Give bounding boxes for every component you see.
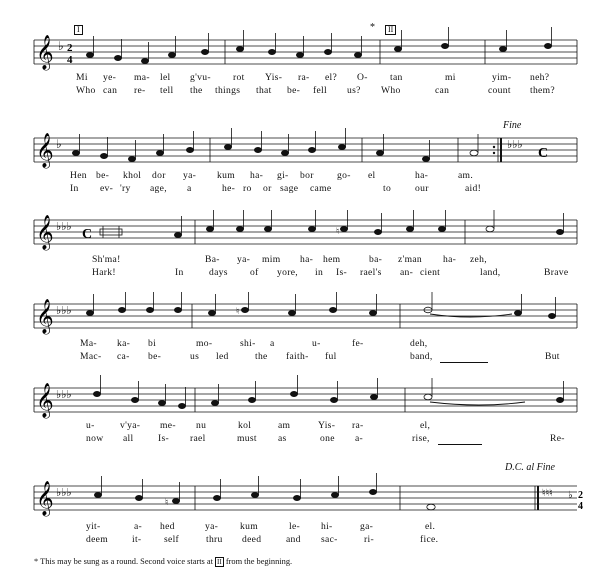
lyric-syllable: Hark! <box>92 267 116 278</box>
lyric-syllable: ha- <box>443 254 457 265</box>
lyric-syllable: yore, <box>277 267 298 278</box>
lyric-syllable: as <box>278 433 287 444</box>
lyric-syllable: or <box>263 183 272 194</box>
treble-clef-icon: 𝄞 <box>36 299 54 334</box>
lyric-syllable: mim <box>262 254 281 265</box>
lyric-syllable: tell <box>160 85 174 96</box>
lyric-syllable: now <box>86 433 104 444</box>
lyric-syllable: came <box>310 183 332 194</box>
lyric-syllable: be- <box>148 351 162 362</box>
lyric-syllable: am <box>278 420 291 431</box>
lyric-syllable: dor <box>152 170 166 181</box>
lyric-syllable: deh, <box>410 338 428 349</box>
svg-text:C: C <box>538 146 549 161</box>
lyric-syllable: hem <box>323 254 341 265</box>
lyric-syllable: and <box>286 534 301 545</box>
lyric-syllable: bi <box>148 338 157 349</box>
lyric-syllable: fell <box>313 85 327 96</box>
lyric-syllable: rot <box>233 72 245 83</box>
lyric-syllable: count <box>488 85 511 96</box>
lyric-syllable: nu <box>196 420 207 431</box>
lyric-syllable: deem <box>86 534 108 545</box>
dc-al-fine-marking: D.C. al Fine <box>505 462 555 473</box>
svg-text:2: 2 <box>67 42 73 54</box>
lyric-syllable: shi- <box>240 338 256 349</box>
lyric-syllable: lel <box>160 72 171 83</box>
treble-clef-icon: 𝄞 <box>36 215 54 250</box>
lyric-syllable: one <box>320 433 335 444</box>
lyric-syllable: re- <box>134 85 146 96</box>
lyric-syllable: Ba- <box>205 254 220 265</box>
svg-text:4: 4 <box>67 54 73 66</box>
lyric-syllable: go- <box>337 170 351 181</box>
lyric-syllable: aid! <box>465 183 482 194</box>
lyric-syllable: he- <box>222 183 236 194</box>
lyric-syllable: am. <box>458 170 474 181</box>
lyric-syllable: v'ya- <box>120 420 141 431</box>
lyric-syllable: us? <box>347 85 361 96</box>
treble-clef-icon: 𝄞 <box>36 133 54 168</box>
lyric-syllable: ra- <box>352 420 364 431</box>
lyric-syllable: a <box>187 183 192 194</box>
lyric-syllable: Yis- <box>265 72 283 83</box>
lyrics-english-1 <box>0 85 612 97</box>
lyric-syllable: khol <box>123 170 142 181</box>
music-system-5 <box>0 374 612 456</box>
svg-text:♭: ♭ <box>568 490 573 501</box>
svg-text:4: 4 <box>578 501 583 512</box>
lyrics-hebrew-6 <box>0 521 612 533</box>
music-system-2 <box>0 110 612 202</box>
svg-text:♭♭♭: ♭♭♭ <box>507 138 523 151</box>
lyric-syllable: hi- <box>321 521 333 532</box>
lyric-syllable: ya- <box>237 254 251 265</box>
lyric-syllable: age, <box>150 183 167 194</box>
lyrics-english-3 <box>0 267 612 279</box>
lyric-syllable: O- <box>357 72 368 83</box>
lyric-syllable: be- <box>96 170 110 181</box>
svg-text:♮: ♮ <box>336 227 340 237</box>
lyric-syllable: Who <box>76 85 96 96</box>
footnote-text-after: from the beginning. <box>225 557 293 566</box>
lyrics-hebrew-5 <box>0 420 612 432</box>
lyric-syllable: Is- <box>158 433 170 444</box>
lyric-syllable: ca- <box>117 351 130 362</box>
svg-text:♭♭♭: ♭♭♭ <box>56 304 72 317</box>
lyric-syllable: ba- <box>369 254 383 265</box>
lyrics-english-4 <box>0 351 612 363</box>
lyric-syllable: Brave <box>544 267 569 278</box>
lyrics-english-2 <box>0 183 612 195</box>
lyric-syllable: all <box>123 433 134 444</box>
lyric-syllable: tan <box>390 72 403 83</box>
section-marker-1: I <box>74 25 83 35</box>
lyric-syllable: g'vu- <box>190 72 211 83</box>
lyric-syllable: things <box>215 85 241 96</box>
music-system-4 <box>0 292 612 374</box>
lyric-syllable: days <box>209 267 228 278</box>
lyric-syllable: deed <box>242 534 262 545</box>
lyric-syllable: thru <box>206 534 223 545</box>
lyric-syllable: sac- <box>321 534 338 545</box>
lyric-syllable: in <box>315 267 324 278</box>
lyrics-hebrew-2 <box>0 170 612 182</box>
lyric-syllable: a- <box>355 433 364 444</box>
svg-text:♮: ♮ <box>236 307 240 317</box>
lyric-syllable: led <box>216 351 229 362</box>
footnote <box>34 557 292 566</box>
svg-text:♭♭♭: ♭♭♭ <box>56 486 72 499</box>
lyric-syllable: gi- <box>277 170 289 181</box>
lyric-syllable: Sh'ma! <box>92 254 121 265</box>
lyric-syllable: yim- <box>492 72 512 83</box>
lyric-syllable: kum <box>217 170 235 181</box>
lyric-syllable: ka- <box>117 338 131 349</box>
lyric-syllable: kol <box>238 420 252 431</box>
lyric-syllable: must <box>237 433 257 444</box>
lyric-syllable: the <box>190 85 203 96</box>
lyric-syllable: of <box>250 267 259 278</box>
lyric-syllable: Who <box>381 85 401 96</box>
lyric-syllable: ha- <box>415 170 429 181</box>
lyric-syllable: u- <box>312 338 321 349</box>
lyric-syllable: fice. <box>420 534 439 545</box>
lyric-syllable: faith- <box>286 351 309 362</box>
svg-text:C: C <box>82 227 93 242</box>
lyric-syllable: rael <box>190 433 206 444</box>
music-system-6 <box>0 456 612 556</box>
music-system-1 <box>0 0 612 110</box>
lyric-syllable: rise, <box>412 433 430 444</box>
lyric-syllable: ro <box>243 183 252 194</box>
lyrics-hebrew-3 <box>0 254 612 266</box>
lyrics-hebrew-4 <box>0 338 612 350</box>
lyric-syllable: mo- <box>196 338 213 349</box>
lyric-syllable: el? <box>325 72 338 83</box>
lyric-syllable: zeh, <box>470 254 487 265</box>
lyric-syllable: neh? <box>530 72 550 83</box>
lyric-syllable: ma- <box>134 72 150 83</box>
svg-text:♭♭♭: ♭♭♭ <box>56 220 72 233</box>
lyric-syllable: band, <box>410 351 433 362</box>
footnote-text-before: This may be sung as a round. Second voice starts at <box>40 557 213 566</box>
lyric-syllable: sage <box>280 183 299 194</box>
lyric-syllable: ya- <box>205 521 219 532</box>
lyric-syllable: bor <box>300 170 314 181</box>
lyric-syllable: an- <box>400 267 414 278</box>
svg-text:♭: ♭ <box>58 39 64 53</box>
lyric-syllable: mi <box>445 72 456 83</box>
lyric-syllable: can <box>103 85 118 96</box>
lyric-syllable: ri- <box>364 534 374 545</box>
lyric-syllable: that <box>256 85 272 96</box>
lyric-syllable: it- <box>132 534 142 545</box>
lyric-syllable: el, <box>420 420 431 431</box>
lyric-syllable: In <box>70 183 79 194</box>
svg-text:♭: ♭ <box>56 137 62 151</box>
lyric-syllable: the <box>255 351 268 362</box>
lyric-syllable: yit- <box>86 521 101 532</box>
lyric-syllable: to <box>383 183 392 194</box>
lyric-syllable: ga- <box>360 521 374 532</box>
lyric-syllable: u- <box>86 420 95 431</box>
lyric-syllable: In <box>175 267 184 278</box>
lyric-syllable: el. <box>425 521 436 532</box>
lyric-syllable: hed <box>160 521 175 532</box>
lyric-syllable: Hen <box>70 170 87 181</box>
lyrics-english-6 <box>0 534 612 546</box>
lyric-syllable: Mi <box>76 72 88 83</box>
lyric-syllable: us <box>190 351 200 362</box>
lyric-syllable: a <box>270 338 275 349</box>
lyric-syllable: Mac- <box>80 351 102 362</box>
melisma-line-5 <box>438 444 482 445</box>
lyric-syllable: self <box>164 534 180 545</box>
music-system-3 <box>0 202 612 292</box>
lyric-syllable: ye- <box>103 72 117 83</box>
lyric-syllable: 'ry <box>120 183 131 194</box>
lyric-syllable: ra- <box>298 72 310 83</box>
round-star: * <box>370 22 375 33</box>
lyric-syllable: rael's <box>360 267 382 278</box>
lyric-syllable: a- <box>134 521 143 532</box>
lyric-syllable: z'man <box>398 254 423 265</box>
lyric-syllable: ya- <box>183 170 197 181</box>
lyric-syllable: ha- <box>250 170 264 181</box>
lyric-syllable: ful <box>325 351 337 362</box>
footnote-box: II <box>217 558 222 566</box>
fine-marking: Fine <box>503 120 522 131</box>
treble-clef-icon: 𝄞 <box>36 35 54 70</box>
lyric-syllable: land, <box>480 267 501 278</box>
lyrics-hebrew-1 <box>0 72 612 84</box>
lyric-syllable: them? <box>530 85 555 96</box>
svg-text:♭♭♭: ♭♭♭ <box>56 388 72 401</box>
lyric-syllable: can <box>435 85 450 96</box>
lyric-syllable: le- <box>289 521 301 532</box>
lyric-syllable: kum <box>240 521 258 532</box>
treble-clef-icon: 𝄞 <box>36 481 54 516</box>
svg-text:♮: ♮ <box>165 498 169 508</box>
lyrics-english-5 <box>0 433 612 445</box>
lyric-syllable: me- <box>160 420 176 431</box>
lyric-syllable: Ma- <box>80 338 97 349</box>
lyric-syllable: cient <box>420 267 441 278</box>
footnote-star: * <box>34 557 39 566</box>
lyric-syllable: our <box>415 183 429 194</box>
section-marker-2: II <box>385 25 396 35</box>
lyric-syllable: Yis- <box>318 420 336 431</box>
treble-clef-icon: 𝄞 <box>36 383 54 418</box>
melisma-line-4 <box>440 362 488 363</box>
lyric-syllable: fe- <box>352 338 364 349</box>
svg-text:2: 2 <box>578 490 583 501</box>
lyric-syllable: Re- <box>550 433 565 444</box>
lyric-syllable: Is- <box>336 267 348 278</box>
svg-text:♮♮♮: ♮♮♮ <box>542 488 553 499</box>
lyric-syllable: be- <box>287 85 301 96</box>
lyric-syllable: el <box>368 170 376 181</box>
lyric-syllable: ha- <box>300 254 314 265</box>
lyric-syllable: But <box>545 351 560 362</box>
lyric-syllable: ev- <box>100 183 114 194</box>
